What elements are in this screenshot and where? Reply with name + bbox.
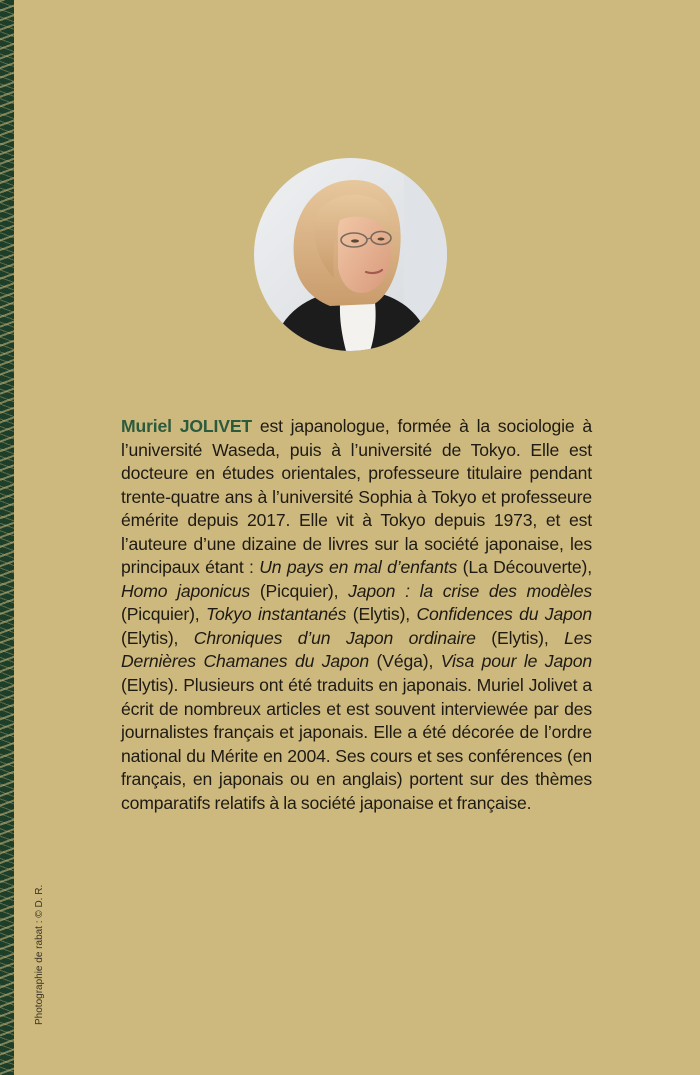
photo-credit: Photographie de rabat : © D. R. <box>34 884 45 1025</box>
bio-segment: (Elytis), <box>346 604 417 625</box>
bio-segment: (Véga), <box>368 651 441 672</box>
author-name: Muriel JOLIVET <box>121 416 253 436</box>
book-title: Tokyo instantanés <box>205 604 347 625</box>
bio-segment: est japanologue, formée à la sociologie à l’université Waseda, puis à l’université de Tokyo. Elle est docteure en études orientales, professeure titulaire pendant trente-quatre ans à l’université Sophia à Tokyo et professeure émérite depuis 2017. Elle vit à Tokyo depuis 1973, et est l’auteure d’une dizaine de livres sur la société japonaise, les principaux étant : <box>121 416 593 578</box>
bio-segment: (Picquier), <box>250 580 349 601</box>
author-biography <box>121 415 592 815</box>
book-title: Un pays en mal d’enfants <box>259 557 458 578</box>
author-portrait <box>254 158 447 351</box>
bio-segment: (Elytis), <box>121 627 194 648</box>
bio-segment: (Elytis). Plusieurs ont été traduits en japonais. Muriel Jolivet a écrit de nombreux articles et est souvent interviewée par des journalistes français et japonais. Elle a été décorée de l’ordre national du Mérite en 2004. Ses cours et ses conférences (en français, en japonais ou en anglais) portent sur des thèmes comparatifs relatifs à la société japonaise et française. <box>121 675 592 813</box>
bio-segment: (Picquier), <box>121 604 206 625</box>
book-title: Les Dernières Chamanes du Japon <box>121 627 592 672</box>
author-portrait-image <box>254 158 447 351</box>
book-title: Confidences du Japon <box>416 604 592 625</box>
book-title: Homo japonicus <box>121 580 251 601</box>
bio-segment: (Elytis), <box>475 627 565 648</box>
book-title: Japon : la crise des modèles <box>348 580 592 601</box>
book-title: Chroniques d’un Japon ordinaire <box>193 627 476 648</box>
bio-segment: (La Découverte), <box>457 557 592 578</box>
decorative-edge-pattern <box>0 0 14 1075</box>
book-title: Visa pour le Japon <box>440 651 592 672</box>
